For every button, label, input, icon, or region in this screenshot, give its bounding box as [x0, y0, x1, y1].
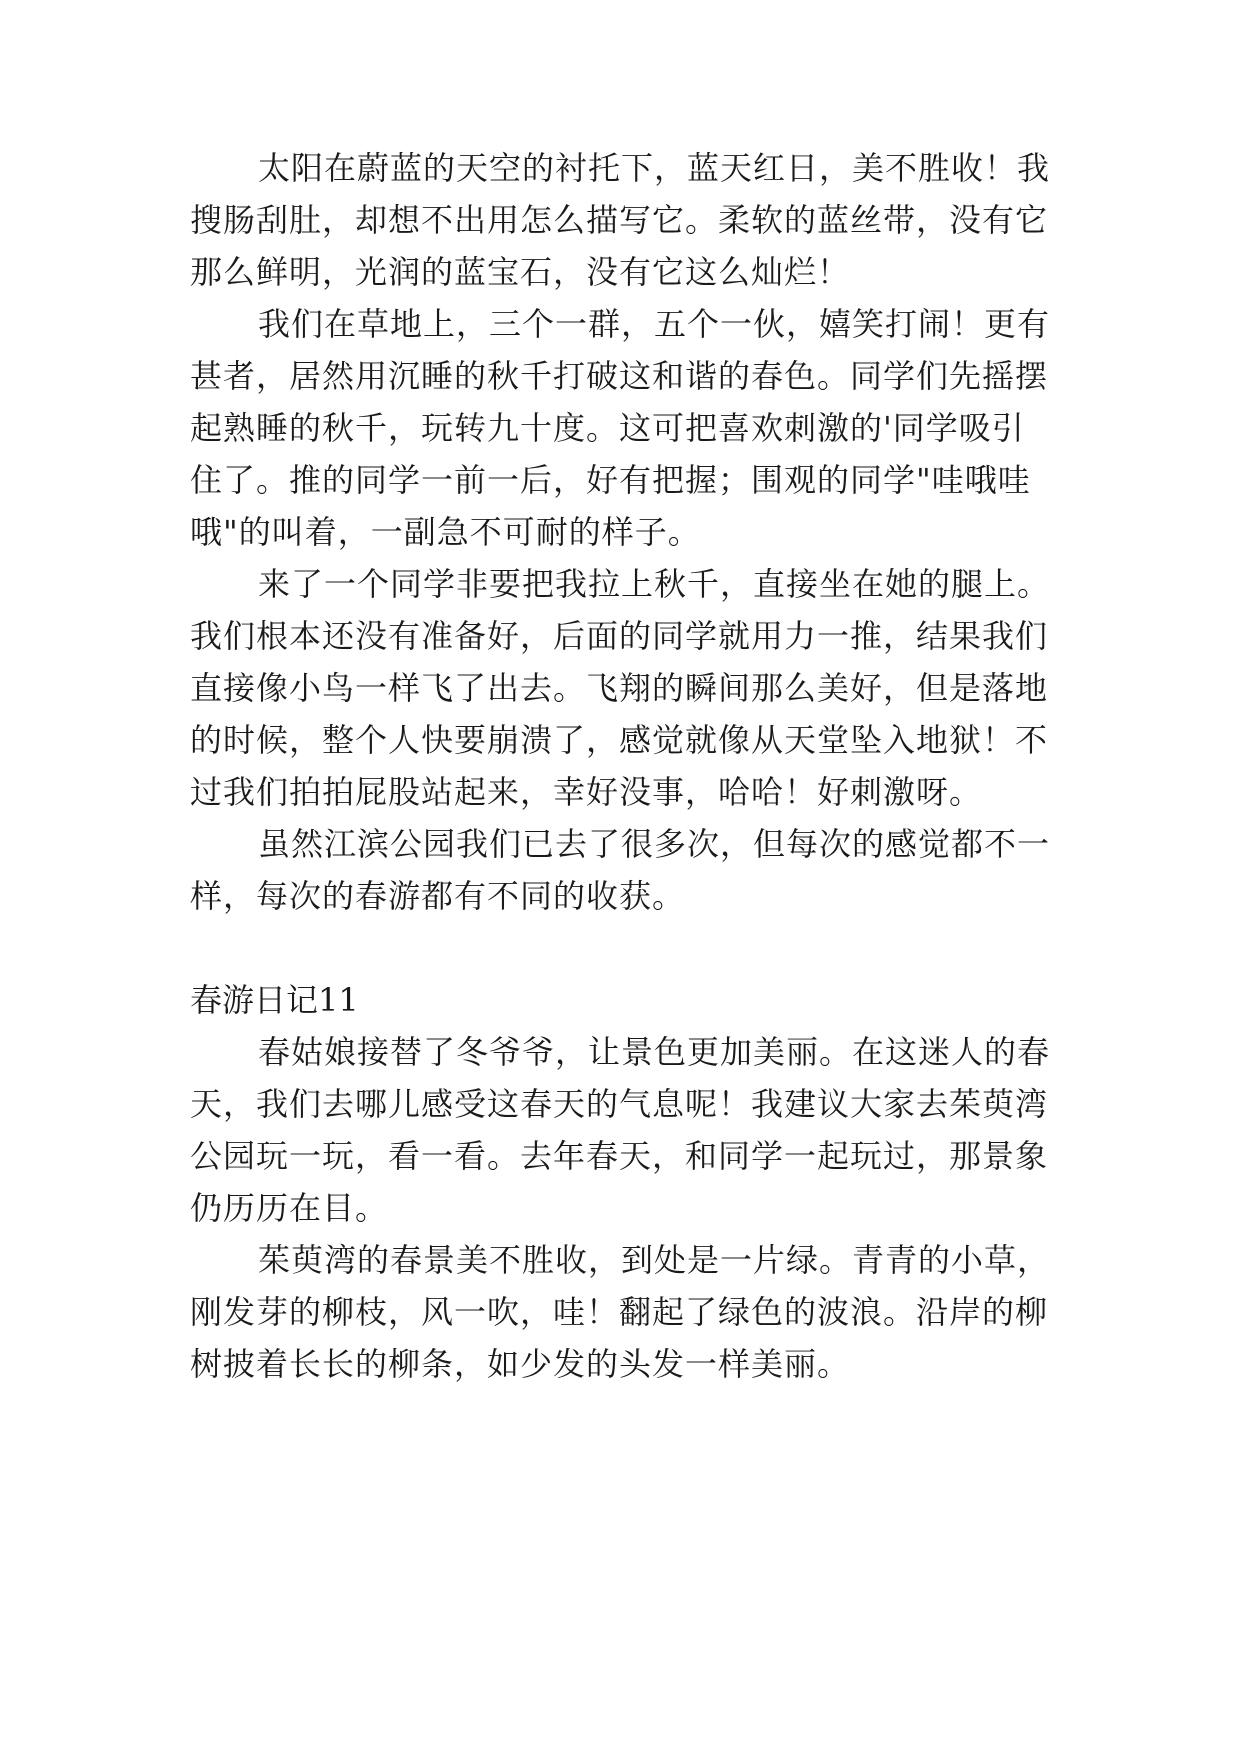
- paragraph-line: 我们在草地上，三个一群，五个一伙，嬉笑打闹！更有: [258, 305, 1051, 343]
- section-heading: 春游日记11: [190, 981, 359, 1019]
- paragraph-line: 的时候，整个人快要崩溃了，感觉就像从天堂坠入地狱！不: [190, 721, 1049, 759]
- paragraph-line: 来了一个同学非要把我拉上秋千，直接坐在她的腿上。: [258, 565, 1051, 603]
- paragraph-line: 刚发芽的柳枝，风一吹，哇！翻起了绿色的波浪。沿岸的柳: [190, 1293, 1049, 1331]
- paragraph-line: 虽然江滨公园我们已去了很多次，但每次的感觉都不一: [258, 825, 1051, 863]
- paragraph-line: 哦"的叫着，一副急不可耐的样子。: [190, 513, 701, 551]
- paragraph-line: 公园玩一玩，看一看。去年春天，和同学一起玩过，那景象: [190, 1137, 1049, 1175]
- paragraph-line: 直接像小鸟一样飞了出去。飞翔的瞬间那么美好，但是落地: [190, 669, 1049, 707]
- paragraph-line: 起熟睡的秋千，玩转九十度。这可把喜欢刺激的'同学吸引: [190, 409, 1025, 447]
- paragraph-line: 仍历历在目。: [190, 1189, 389, 1227]
- paragraph-line: 天，我们去哪儿感受这春天的气息呢！我建议大家去茱萸湾: [190, 1085, 1049, 1123]
- paragraph-line: 树披着长长的柳条，如少发的头发一样美丽。: [190, 1345, 851, 1383]
- paragraph-line: 住了。推的同学一前一后，好有把握；围观的同学"哇哦哇: [190, 461, 1031, 499]
- paragraph-line: 样，每次的春游都有不同的收获。: [190, 877, 686, 915]
- paragraph-line: 春姑娘接替了冬爷爷，让景色更加美丽。在这迷人的春: [258, 1033, 1051, 1071]
- paragraph-line: 茱萸湾的春景美不胜收，到处是一片绿。青青的小草，: [258, 1241, 1051, 1279]
- paragraph-line: 甚者，居然用沉睡的秋千打破这和谐的春色。同学们先摇摆: [190, 357, 1049, 395]
- paragraph-line: 太阳在蔚蓝的天空的衬托下，蓝天红日，美不胜收！我: [258, 149, 1051, 187]
- paragraph-line: 那么鲜明，光润的蓝宝石，没有它这么灿烂！: [190, 253, 851, 291]
- paragraph-line: 搜肠刮肚，却想不出用怎么描写它。柔软的蓝丝带，没有它: [190, 201, 1049, 239]
- paragraph-line: 我们根本还没有准备好，后面的同学就用力一推，结果我们: [190, 617, 1049, 655]
- paragraph-line: 过我们拍拍屁股站起来，幸好没事，哈哈！好刺激呀。: [190, 773, 983, 811]
